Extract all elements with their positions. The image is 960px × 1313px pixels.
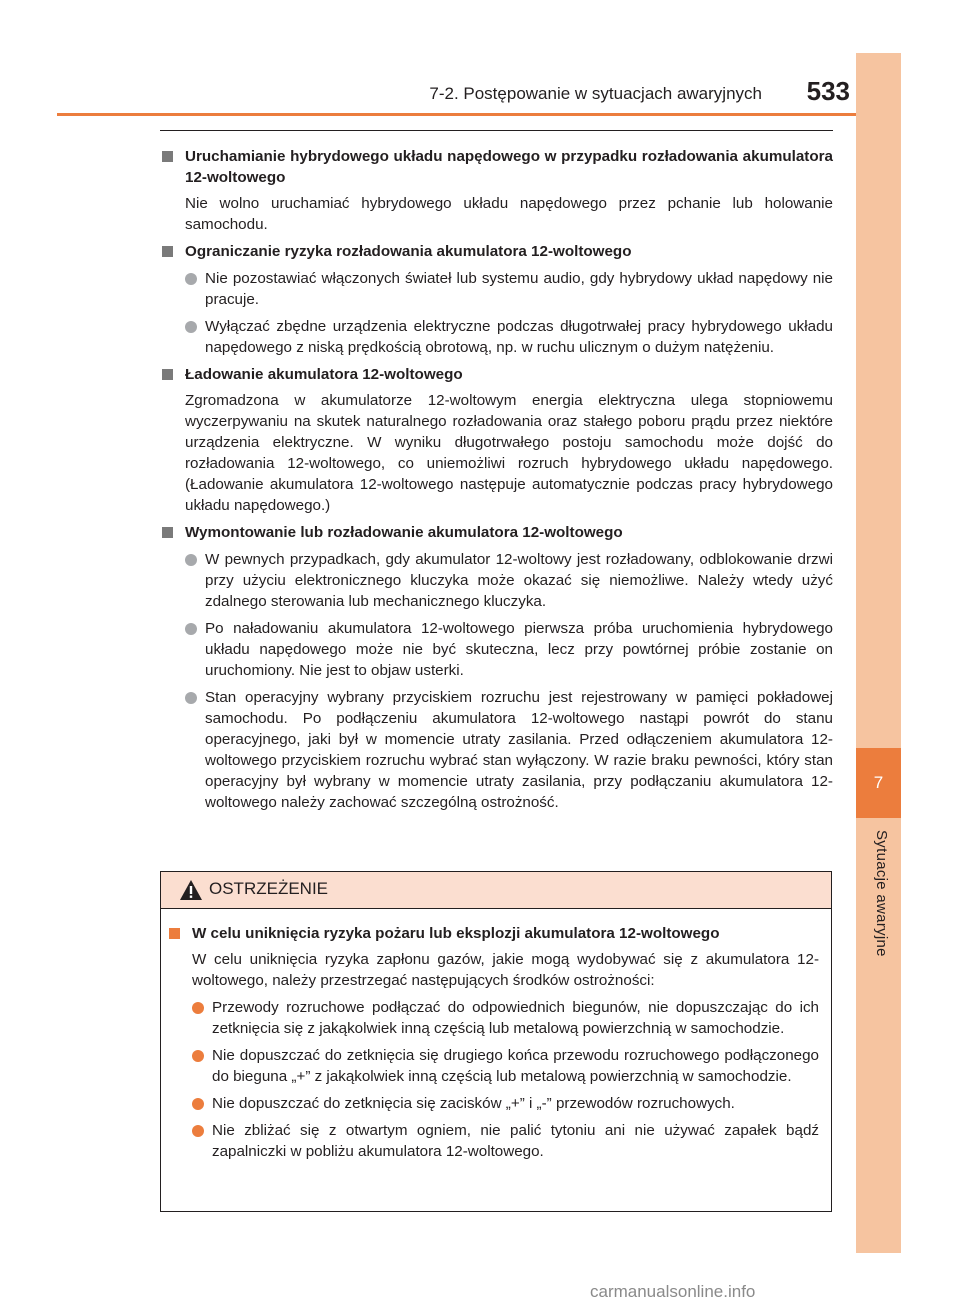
warning-bullet-item — [167, 997, 819, 1039]
content-top-divider — [160, 130, 833, 131]
watermark-link[interactable]: carmanualsonline.info — [590, 1282, 756, 1301]
circle-bullet-icon — [185, 554, 197, 566]
chapter-number-tab[interactable]: 7 — [856, 748, 901, 818]
warning-bullet-item — [167, 1045, 819, 1087]
bullet-item — [160, 268, 833, 310]
bullet-item — [160, 618, 833, 681]
chapter-sidebar — [856, 53, 901, 1253]
bullet-item — [160, 549, 833, 612]
bullet-item — [160, 316, 833, 358]
bullet-text: Przewody rozruchowe podłączać do odpowiednich biegunów, nie dopuszczając do ich zetknięcia się z jakąkolwiek inną częścią lub metalową powierzchnią w samochodzie. — [212, 999, 819, 1037]
page-header-title: 7-2. Postępowanie w sytuacjach awaryjnych — [429, 84, 762, 103]
bullet-text: W pewnych przypadkach, gdy akumulator 12-woltowy jest rozładowany, odblokowanie drzwi przy użyciu elektronicznego kluczyka może okazać się niemożliwe. Należy wtedy użyć zdalnego sterowania lub mechanicznego kluczyka. — [205, 551, 833, 610]
warning-body — [161, 909, 831, 1162]
bullet-text: Nie dopuszczać do zetknięcia się drugiego końca przewodu rozruchowego podłączonego do bieguna „+” z jakąkolwiek inną częścią lub metalową powierzchnią w samochodzie. — [212, 1047, 819, 1085]
bullet-text: Nie zbliżać się z otwartym ogniem, nie palić tytoniu ani nie używać zapałek bądź zapalniczki w pobliżu akumulatora 12-woltowego. — [212, 1122, 819, 1160]
warning-title: OSTRZEŻENIE — [209, 879, 329, 898]
warning-paragraph: W celu uniknięcia ryzyka zapłonu gazów, jakie mogą wydobywać się z akumulatora 12-woltowego, należy przestrzegać następujących środków ostrożności: — [192, 951, 819, 989]
header-divider — [57, 113, 856, 116]
main-content — [160, 140, 833, 813]
section-heading-text: Wymontowanie lub rozładowanie akumulatora 12-woltowego — [185, 524, 623, 541]
section-heading-text: Ograniczanie ryzyka rozładowania akumulatora 12-woltowego — [185, 243, 632, 260]
square-bullet-icon — [162, 151, 173, 162]
warning-bullet-item — [167, 1093, 819, 1114]
section-paragraph: Zgromadzona w akumulatorze 12-woltowym energia elektryczna ulega stopniowemu wyczerpywaniu na skutek naturalnego rozładowania oraz stałego poboru prądu przez niektóre urządzenia elektryczne. W wyniku długotrwałego postoju samochodu może dojść do rozładowania 12-woltowego, co uniemożliwi rozruch hybrydowego układu napędowego. (Ładowanie akumulatora 12-woltowego następuje automatycznie podczas pracy hybrydowego układu napędowego.) — [185, 392, 833, 514]
circle-bullet-icon — [192, 1098, 204, 1110]
warning-heading-text: W celu uniknięcia ryzyka pożaru lub eksplozji akumulatora 12-woltowego — [192, 925, 720, 942]
section-heading — [160, 522, 833, 543]
circle-bullet-icon — [192, 1125, 204, 1137]
section-heading — [160, 146, 833, 188]
section-heading — [160, 241, 833, 262]
section-heading-text: Ładowanie akumulatora 12-woltowego — [185, 366, 463, 383]
chapter-label: Sytuacje awaryjne — [873, 830, 890, 957]
bullet-text: Nie pozostawiać włączonych świateł lub systemu audio, gdy hybrydowy układ napędowy nie pracuje. — [205, 270, 833, 308]
square-bullet-icon — [169, 928, 180, 939]
circle-bullet-icon — [185, 692, 197, 704]
warning-triangle-icon — [179, 879, 203, 901]
circle-bullet-icon — [192, 1002, 204, 1014]
page-number: 533 — [806, 76, 850, 106]
square-bullet-icon — [162, 369, 173, 380]
square-bullet-icon — [162, 246, 173, 257]
warning-bullet-item — [167, 1120, 819, 1162]
section-heading-text: Uruchamianie hybrydowego układu napędowego w przypadku rozładowania akumulatora 12-woltowego — [185, 148, 833, 186]
bullet-text: Nie dopuszczać do zetknięcia się zacisków „+” i „-” przewodów rozruchowych. — [212, 1095, 735, 1112]
square-bullet-icon — [162, 527, 173, 538]
bullet-text: Wyłączać zbędne urządzenia elektryczne podczas długotrwałej pracy hybrydowego układu napędowego z niską prędkością obrotową, np. w ruchu ulicznym o dużym natężeniu. — [205, 318, 833, 356]
circle-bullet-icon — [185, 273, 197, 285]
bullet-text: Po naładowaniu akumulatora 12-woltowego pierwsza próba uruchomienia hybrydowego układu napędowego może nie być skuteczna, lecz przy powtórnej próbie zostanie on uruchomiony. Nie jest to objaw usterki. — [205, 620, 833, 679]
section-heading — [160, 364, 833, 385]
circle-bullet-icon — [185, 321, 197, 333]
warning-heading — [167, 923, 819, 944]
warning-header — [161, 872, 831, 909]
bullet-text: Stan operacyjny wybrany przyciskiem rozruchu jest rejestrowany w pamięci pokładowej samochodu. Po podłączeniu akumulatora 12-woltowego nastąpi powrót do stanu operacyjnego, jaki był w momencie utraty zasilania. Przed odłączeniem akumulatora 12-woltowego przyciskiem rozruchu wybrać stan wyłączony. W razie braku pewności, który stan operacyjny był wybrany w momencie utraty zasilania, przy podłączaniu akumulatora 12-woltowego należy zachować szczególną ostrożność. — [205, 689, 833, 811]
circle-bullet-icon — [185, 623, 197, 635]
section-paragraph: Nie wolno uruchamiać hybrydowego układu napędowego przez pchanie lub holowanie samochodu. — [185, 195, 833, 233]
warning-box — [160, 871, 832, 1212]
bullet-item — [160, 687, 833, 813]
circle-bullet-icon — [192, 1050, 204, 1062]
